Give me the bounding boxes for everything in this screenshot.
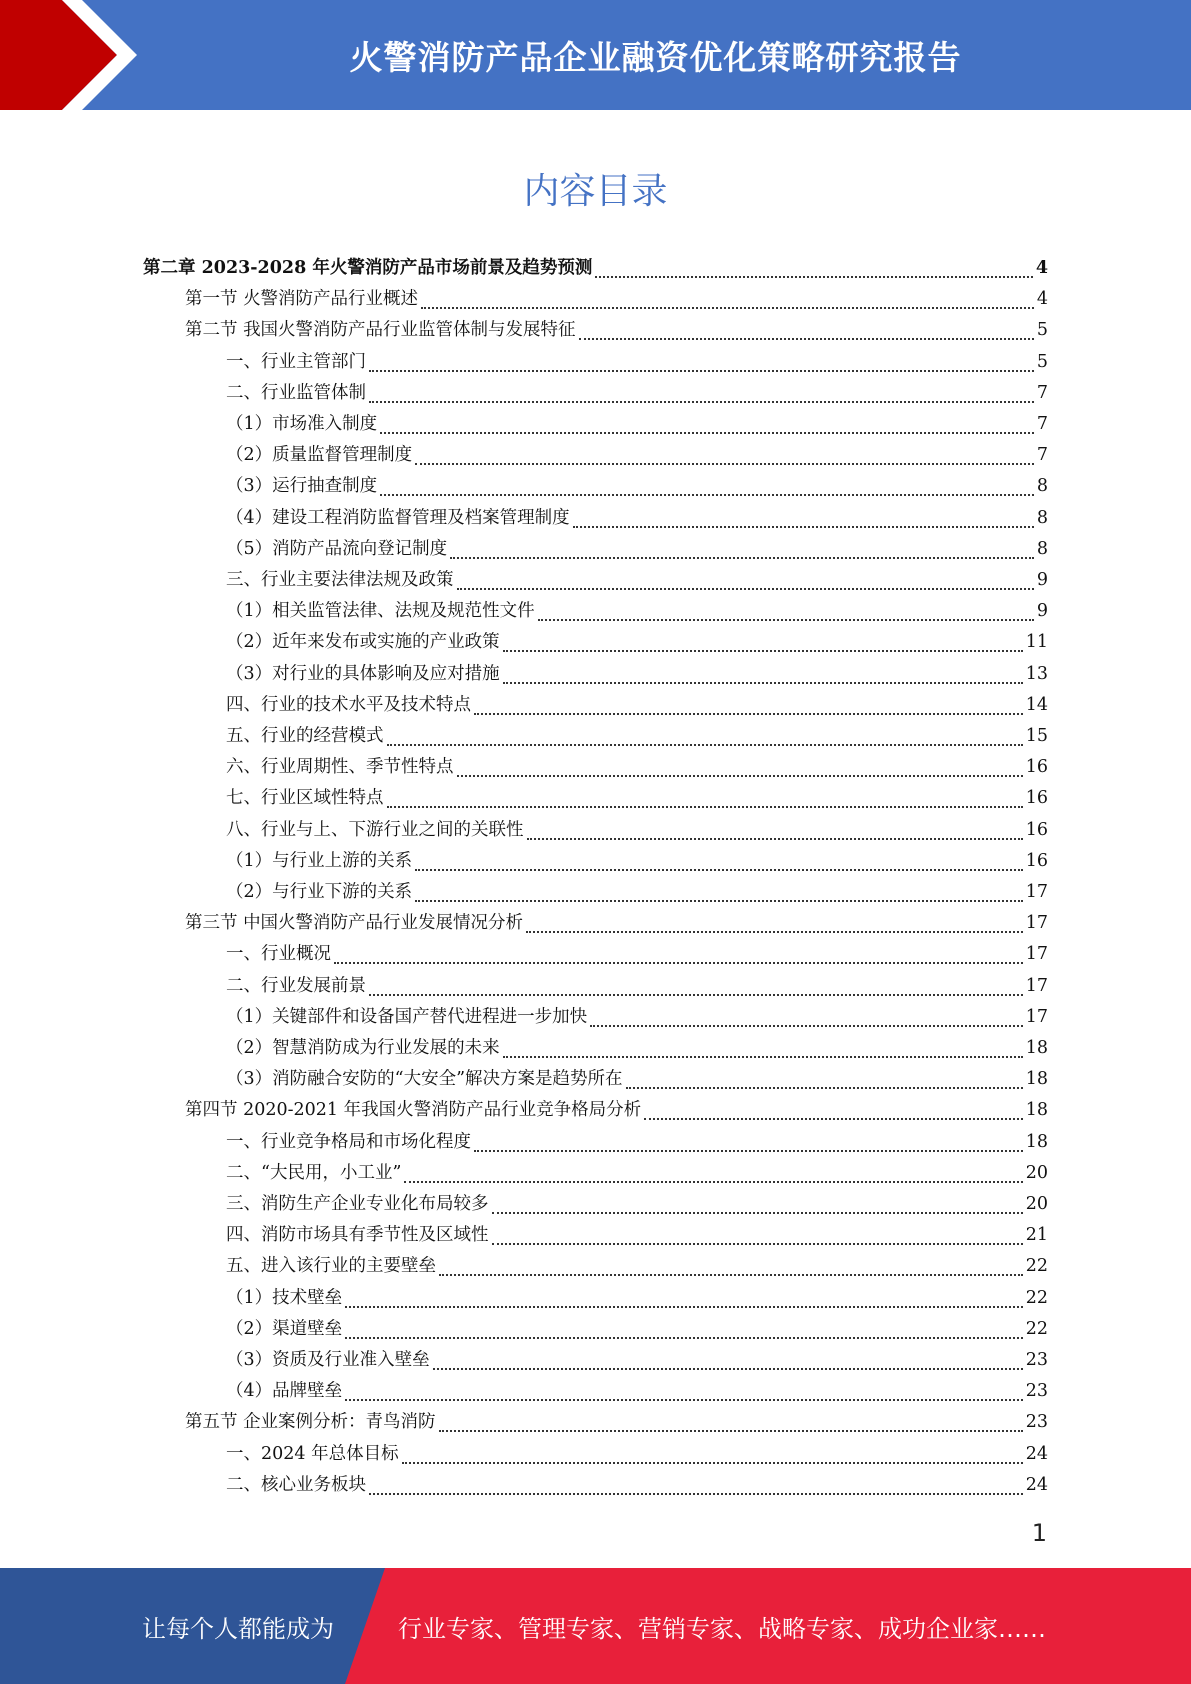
- dot-leader: [415, 899, 1023, 902]
- toc-entry[interactable]: [226, 471, 1048, 502]
- toc-entry[interactable]: [226, 939, 1048, 970]
- toc-entry-page: 18: [1025, 1100, 1048, 1121]
- dot-leader: [579, 337, 1034, 340]
- toc-entry-title: 六、行业周期性、季节性特点: [226, 757, 454, 778]
- toc-entry[interactable]: [226, 1002, 1048, 1033]
- toc-entry[interactable]: [143, 253, 1048, 284]
- toc-entry-page: 5: [1036, 320, 1048, 341]
- dot-leader: [421, 306, 1034, 309]
- toc-entry-title: 二、核心业务板块: [226, 1474, 366, 1495]
- toc-entry-title: 一、行业主管部门: [226, 351, 366, 372]
- footer-slogan-left: 让每个人都能成为: [142, 1614, 334, 1643]
- toc-entry-page: 21: [1025, 1225, 1048, 1246]
- dot-leader: [573, 525, 1034, 528]
- dot-leader: [345, 1398, 1023, 1401]
- toc-entry[interactable]: [226, 1376, 1048, 1407]
- dot-leader: [644, 1117, 1023, 1120]
- toc-entry-title: （2）渠道壁垒: [226, 1318, 343, 1339]
- toc-entry-page: 8: [1036, 507, 1048, 528]
- toc-entry[interactable]: [226, 440, 1048, 471]
- toc-entry-title: （1）相关监管法律、法规及规范性文件: [226, 601, 535, 622]
- toc-entry[interactable]: [226, 1127, 1048, 1158]
- toc-entry-title: 七、行业区域性特点: [226, 788, 384, 809]
- toc-entry-page: 24: [1025, 1443, 1048, 1464]
- dot-leader: [415, 462, 1034, 465]
- toc-entry-page: 18: [1025, 1069, 1048, 1090]
- dot-leader: [626, 1086, 1023, 1089]
- toc-entry-page: 24: [1025, 1474, 1048, 1495]
- toc-entry[interactable]: [185, 284, 1048, 315]
- toc-entry[interactable]: [226, 1283, 1048, 1314]
- toc-entry-page: 9: [1036, 570, 1048, 590]
- dot-leader: [369, 369, 1034, 372]
- toc-entry-page: 4: [1036, 289, 1048, 310]
- dot-leader: [457, 774, 1023, 777]
- dot-leader: [380, 431, 1034, 434]
- dot-leader: [590, 1024, 1023, 1027]
- dot-leader: [492, 1211, 1023, 1214]
- toc-entry[interactable]: [226, 1158, 1048, 1189]
- toc-entry-page: 17: [1025, 944, 1048, 965]
- toc-entry[interactable]: [226, 659, 1048, 690]
- toc-entry-page: 13: [1025, 663, 1048, 684]
- toc-entry[interactable]: [226, 1470, 1048, 1501]
- toc-entry-page: 22: [1025, 1287, 1048, 1308]
- toc-entry-page: 16: [1025, 788, 1048, 809]
- toc-entry-title: （1）与行业上游的关系: [226, 850, 413, 871]
- dot-leader: [527, 837, 1023, 840]
- toc-entry-page: 23: [1025, 1350, 1048, 1370]
- toc-entry[interactable]: [185, 1407, 1048, 1438]
- dot-leader: [404, 1180, 1022, 1183]
- toc-entry[interactable]: [226, 565, 1048, 596]
- dot-leader: [415, 868, 1023, 871]
- dot-leader: [503, 681, 1023, 684]
- toc-entry-title: 第二节 我国火警消防产品行业监管体制与发展特征: [185, 320, 576, 341]
- toc-heading: 内容目录: [523, 171, 668, 212]
- toc-entry-title: 三、行业主要法律法规及政策: [226, 570, 454, 590]
- toc-entry-title: （3）运行抽查制度: [226, 476, 378, 497]
- toc-entry-title: 三、消防生产企业专业化布局较多: [226, 1194, 489, 1214]
- toc-entry-title: 第五节 企业案例分析：青鸟消防: [185, 1412, 436, 1433]
- toc-entry-page: 16: [1025, 850, 1048, 871]
- toc-entry[interactable]: [226, 1064, 1048, 1095]
- toc-entry-page: 5: [1036, 351, 1048, 372]
- toc-entry[interactable]: [226, 846, 1048, 877]
- toc-entry-page: 7: [1036, 382, 1048, 403]
- toc-entry-page: 4: [1035, 258, 1048, 278]
- toc-entry[interactable]: [185, 315, 1048, 346]
- toc-entry-title: 二、行业监管体制: [226, 382, 366, 403]
- dot-leader: [538, 618, 1034, 621]
- toc-entry-title: 八、行业与上、下游行业之间的关联性: [226, 819, 524, 840]
- toc-entry[interactable]: [226, 877, 1048, 908]
- toc-entry[interactable]: [226, 347, 1048, 378]
- toc-entry-title: 四、行业的技术水平及技术特点: [226, 694, 471, 715]
- toc-entry[interactable]: [226, 1314, 1048, 1345]
- toc-entry-page: 18: [1025, 1131, 1048, 1152]
- toc-entry-page: 20: [1025, 1162, 1048, 1183]
- dot-leader: [595, 275, 1032, 278]
- dot-leader: [450, 556, 1034, 559]
- toc-entry[interactable]: [226, 1439, 1048, 1470]
- toc-entry-title: 一、2024 年总体目标: [226, 1443, 399, 1464]
- toc-entry[interactable]: [226, 1251, 1048, 1282]
- toc-entry-page: 17: [1025, 913, 1048, 934]
- toc-entry[interactable]: [185, 1095, 1048, 1126]
- toc-entry[interactable]: [226, 1345, 1048, 1376]
- toc-entry[interactable]: [226, 627, 1048, 658]
- dot-leader: [369, 400, 1034, 403]
- toc-entry-title: （1）关键部件和设备国产替代进程进一步加快: [226, 1006, 588, 1027]
- toc-entry[interactable]: [226, 409, 1048, 440]
- dot-leader: [439, 1429, 1023, 1432]
- report-title: 火警消防产品企业融资优化策略研究报告: [349, 37, 962, 77]
- toc-entry-title: （2）与行业下游的关系: [226, 882, 413, 902]
- toc-entry-page: 17: [1025, 975, 1048, 996]
- toc-entry[interactable]: [226, 596, 1048, 627]
- toc-entry-title: 四、消防市场具有季节性及区域性: [226, 1225, 489, 1246]
- toc-entry-title: （2）质量监督管理制度: [226, 445, 413, 466]
- dot-leader: [474, 1149, 1023, 1152]
- toc-entry[interactable]: [226, 503, 1048, 534]
- toc-entry-page: 20: [1025, 1194, 1048, 1214]
- arrow-decoration-icon: [0, 0, 150, 110]
- toc-entry-page: 18: [1025, 1038, 1048, 1058]
- toc-entry-title: 一、行业竞争格局和市场化程度: [226, 1131, 471, 1152]
- dot-leader: [439, 1273, 1023, 1276]
- toc-entry-page: 8: [1036, 538, 1048, 559]
- toc-entry[interactable]: [226, 783, 1048, 814]
- dot-leader: [492, 1242, 1023, 1245]
- toc-entry-title: （4）品牌壁垒: [226, 1381, 343, 1402]
- toc-entry[interactable]: [226, 1033, 1048, 1064]
- page-number: 1: [1031, 1519, 1047, 1547]
- toc-entry-title: （3）资质及行业准入壁垒: [226, 1350, 430, 1370]
- toc-entry-title: （3）对行业的具体影响及应对措施: [226, 663, 500, 684]
- toc-entry-page: 15: [1025, 726, 1048, 746]
- dot-leader: [369, 1492, 1023, 1495]
- header-banner: [0, 0, 1191, 110]
- toc-entry-title: 二、“大民用，小工业”: [226, 1162, 402, 1183]
- toc-entry[interactable]: [226, 815, 1048, 846]
- toc-entry[interactable]: [226, 690, 1048, 721]
- toc-entry-title: 二、行业发展前景: [226, 975, 366, 996]
- toc-entry[interactable]: [226, 1220, 1048, 1251]
- toc-entry-title: 五、进入该行业的主要壁垒: [226, 1256, 436, 1277]
- dot-leader: [503, 649, 1023, 652]
- toc-entry[interactable]: [226, 378, 1048, 409]
- toc-entry-page: 7: [1036, 445, 1048, 466]
- toc-entry-title: （3）消防融合安防的“大安全”解决方案是趋势所在: [226, 1069, 623, 1090]
- toc-entry-page: 8: [1036, 476, 1048, 497]
- toc-entry-title: 第一节 火警消防产品行业概述: [185, 289, 419, 310]
- toc-entry-page: 16: [1025, 819, 1048, 840]
- toc-entry-page: 23: [1025, 1412, 1048, 1433]
- toc-entry-title: （2）智慧消防成为行业发展的未来: [226, 1038, 500, 1058]
- toc-entry[interactable]: [226, 721, 1048, 752]
- dot-leader: [345, 1336, 1023, 1339]
- toc-entry[interactable]: [226, 971, 1048, 1002]
- dot-leader: [457, 587, 1034, 590]
- toc-entry[interactable]: [226, 1189, 1048, 1220]
- toc-entry-title: 第二章 2023-2028 年火警消防产品市场前景及趋势预测: [143, 258, 593, 278]
- toc-entry-title: 五、行业的经营模式: [226, 726, 384, 746]
- toc-entry-title: （1）技术壁垒: [226, 1287, 343, 1308]
- toc-entry[interactable]: [226, 752, 1048, 783]
- toc-entry-title: （4）建设工程消防监督管理及档案管理制度: [226, 507, 570, 528]
- dot-leader: [474, 712, 1023, 715]
- toc-entry-page: 7: [1036, 414, 1048, 434]
- dot-leader: [433, 1367, 1023, 1370]
- toc-entry-page: 17: [1025, 882, 1048, 902]
- dot-leader: [503, 1055, 1023, 1058]
- dot-leader: [387, 743, 1023, 746]
- footer-banner: [0, 1568, 1191, 1684]
- footer-slogan-right: 行业专家、管理专家、营销专家、战略专家、成功企业家……: [398, 1614, 1046, 1643]
- toc-entry-page: 16: [1025, 757, 1048, 778]
- dot-leader: [334, 961, 1023, 964]
- toc-entry[interactable]: [185, 908, 1048, 939]
- toc-entry-page: 23: [1025, 1381, 1048, 1402]
- toc-entry-title: （1）市场准入制度: [226, 414, 378, 434]
- dot-leader: [369, 993, 1023, 996]
- toc-entry-title: （2）近年来发布或实施的产业政策: [226, 632, 500, 653]
- dot-leader: [526, 930, 1023, 933]
- dot-leader: [387, 805, 1023, 808]
- toc-entry-page: 22: [1025, 1256, 1048, 1277]
- toc-entry-title: 第三节 中国火警消防产品行业发展情况分析: [185, 913, 524, 934]
- toc-entry-title: （5）消防产品流向登记制度: [226, 538, 448, 559]
- toc-entry[interactable]: [226, 534, 1048, 565]
- toc-entry-title: 第四节 2020-2021 年我国火警消防产品行业竞争格局分析: [185, 1100, 642, 1121]
- dot-leader: [345, 1305, 1023, 1308]
- toc-entry-page: 14: [1025, 694, 1048, 715]
- toc-entry-page: 9: [1036, 601, 1048, 622]
- toc-entry-page: 11: [1025, 632, 1048, 653]
- toc-entry-page: 22: [1025, 1318, 1048, 1339]
- toc-entry-title: 一、行业概况: [226, 944, 331, 965]
- dot-leader: [402, 1461, 1023, 1464]
- toc-entry-page: 17: [1025, 1006, 1048, 1027]
- dot-leader: [380, 493, 1034, 496]
